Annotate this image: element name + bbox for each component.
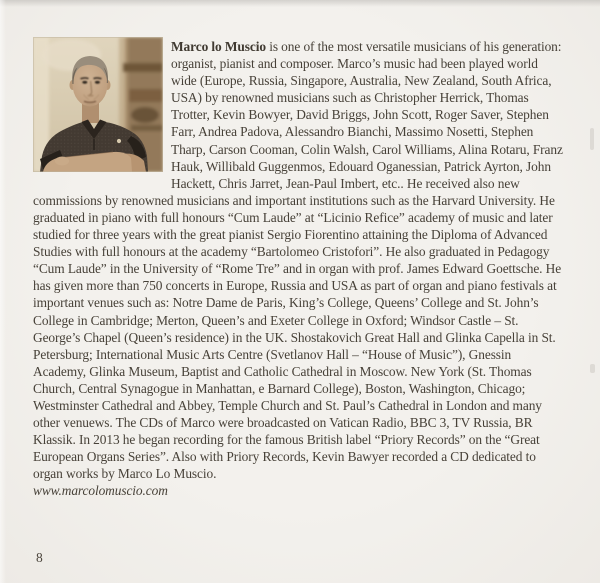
scan-artifact [590, 364, 595, 373]
scan-edge-shading [0, 0, 600, 7]
scan-artifact [590, 128, 594, 150]
portrait-illustration [33, 37, 163, 172]
page-content [33, 38, 566, 500]
biography-text: is one of the most versatile musicians of his generation: organist, pianist and composer. Marco’s music had been played world wide (Europe, Russia, Singapore, Australia, New Zealand, South Africa, USA) by renowned musicians such as Christopher Herrick, Thomas Trotter, Kevin Bowyer, David Briggs, John Scott, Roger Saver, Stephen Farr, Andrea Padova, Alessandro Bianchi, Massimo Nosetti, Stephen Tharp, Carson Cooman, Colin Walsh, Carol Williams, Alina Rotaru, Franz Hauk, Willibald Guggenmos, Edouard Oganessian, Patrick Ayrton, John Hackett, Chris Jarret, Jean-Paul Imbert, etc.. He received also new commissions by renowned musicians and important institutions such as the Harvard University. He graduated in piano with full honours “Cum Laude” at “Licinio Refice” academy of music and later studied for three years with the great pianist Sergio Fiorentino attaining the Diploma of Advanced Studies with full honours at the academy “Bartolomeo Cristofori”. He also graduated in Pedagogy “Cum Laude” in the University of “Rome Tre” and in organ with prof. James Edward Goettsche. He has given more than 750 concerts in Europe, Russia and USA as part of organ and piano festivals at important venues such as: Notre Dame de Paris, King’s College, Queens’ College and St. John’s College in Cambridge; Merton, Queen’s and Exeter College in Oxford; Windsor Castle – St. George’s Chapel (Queen’s residence) in the UK. Shostakovich Great Hall and Glinka Capella in St. Petersburg; International Music Arts Centre (Svetlanov Hall – “House of Music”), Gnessin Academy, Glinka Museum, Baptist and Catholic Cathedral in Moscow. New York (St. Thomas Church, Central Synagogue in Manhattan, e Barnard College), Boston, Washington, Chicago; Westminster Cathedral and Abbey, Temple Church and St. Paul’s Cathedral in London and many other venuews. The CDs of Marco were broadcasted on Vatican Radio, BBC 3, TV Russia, BR Klassik. In 2013 he began recording for the famous British label “Priory Records” on the “Great European Organs Series”. Also with Priory Records, Kevin Bawyer recorded a CD dedicated to organ works by Marco Lo Muscio. [33, 39, 563, 482]
portrait-shirt-logo [117, 139, 121, 143]
portrait-photo [33, 37, 163, 172]
page-number: 8 [36, 550, 43, 565]
artist-name: Marco lo Muscio [171, 39, 266, 54]
website-url: www.marcolomuscio.com [33, 483, 168, 499]
scan-edge-highlight [0, 0, 6, 583]
